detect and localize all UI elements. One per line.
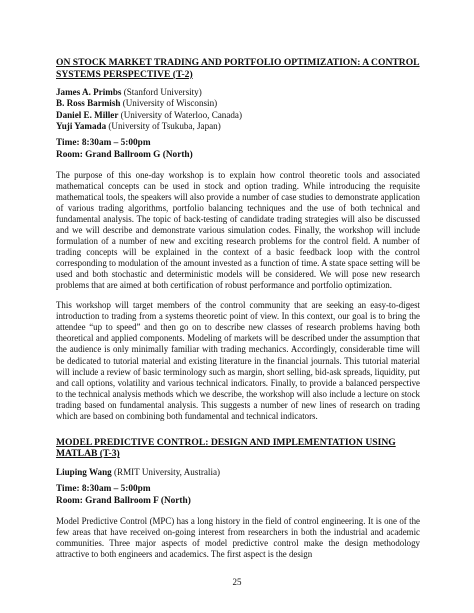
- body-paragraph: Model Predictive Control (MPC) has a long history in the field of control engineering. It is one of the few areas that have received on-going interest from researchers in both the industrial and academic communities. Three major aspects of model predictive control make the design methodology attractive to both engineers and academics. The first aspect is the design: [56, 515, 420, 559]
- author-entry: [56, 121, 420, 132]
- author-affiliation: (Stanford University): [121, 87, 202, 98]
- author-entry: [56, 467, 420, 478]
- author-affiliation: (University of Tsukuba, Japan): [106, 121, 221, 132]
- session-info: [56, 484, 420, 506]
- author-entry: [56, 87, 420, 98]
- page-number: 25: [232, 577, 242, 587]
- author-entry: [56, 110, 420, 121]
- session-time: Time: 8:30am – 5:00pm: [56, 484, 151, 495]
- author-name: Yuji Yamada: [56, 121, 107, 132]
- session-room: Room: Grand Ballroom F (North): [56, 495, 191, 506]
- author-entry: [56, 98, 420, 109]
- section-title: ON STOCK MARKET TRADING AND PORTFOLIO OPTIMIZATION: A CONTROL SYSTEMS PERSPECTIVE (T-2): [56, 57, 420, 80]
- author-name: James A. Primbs: [56, 87, 122, 98]
- author-name: B. Ross Barmish: [56, 98, 121, 109]
- author-list: [56, 87, 420, 132]
- section-title: MODEL PREDICTIVE CONTROL: DESIGN AND IMPLEMENTATION USING MATLAB (T-3): [56, 436, 396, 460]
- author-affiliation: (RMIT University, Australia): [111, 467, 221, 477]
- author-name: Daniel E. Miller: [56, 109, 119, 120]
- author-affiliation: (University of Waterloo, Canada): [118, 109, 242, 120]
- session-time: Time: 8:30am – 5:00pm: [56, 138, 151, 149]
- workshop-section-t2: [56, 57, 420, 422]
- author-list: [56, 467, 420, 478]
- workshop-section-t3: [56, 437, 420, 560]
- author-affiliation: (University of Wisconsin): [120, 98, 218, 109]
- author-name: Liuping Wang: [56, 467, 112, 477]
- body-paragraph: This workshop will target members of the control community that are seeking an easy-to-digest introduction to trading from a systems theoretic point of view. In this context, our goal is to bring the attendee “up to speed” and then go on to describe new classes of research problems having both theoretical and applied components. Modeling of markets will be described under the assumption that the audience is only minimally familiar with trading mechanics. Accordingly, considerable time will be dedicated to tutorial material and existing literature in the financial journals. This tutorial material will include a review of basic terminology such as margin, short selling, bid-ask spreads, liquidity, put and call options, volatility and various technical indicators. Finally, to provide a balanced perspective to the technical analysis methods which we describe, the workshop will also include a lecture on stock trading based on fundamental analysis. This suggests a number of new lines of research on trading which are based on combining both fundamental and technical indicators.: [56, 300, 420, 421]
- session-room: Room: Grand Ballroom G (North): [56, 149, 193, 160]
- body-paragraph: The purpose of this one-day workshop is to explain how control theoretic tools and associated mathematical concepts can be used in stock and option trading. While introducing the requisite mathematical tools, the speakers will also provide a number of case studies to demonstrate application of various trading algorithms, portfolio balancing techniques and the use of both technical and fundamental analysis. The topic of back-testing of candidate trading strategies will also be discussed and we will describe and demonstrate various simulation codes. Finally, the workshop will include formulation of a number of new and exciting research problems for the control field. A number of trading concepts will be explained in the context of a basic feedback loop with the control corresponding to modulation of the amount invested as a function of time. A state space setting will be used and both stochastic and deterministic models will be considered. We will pose new research problems that are aimed at both certification of robust performance and portfolio optimization.: [56, 169, 420, 291]
- session-info: [56, 138, 420, 160]
